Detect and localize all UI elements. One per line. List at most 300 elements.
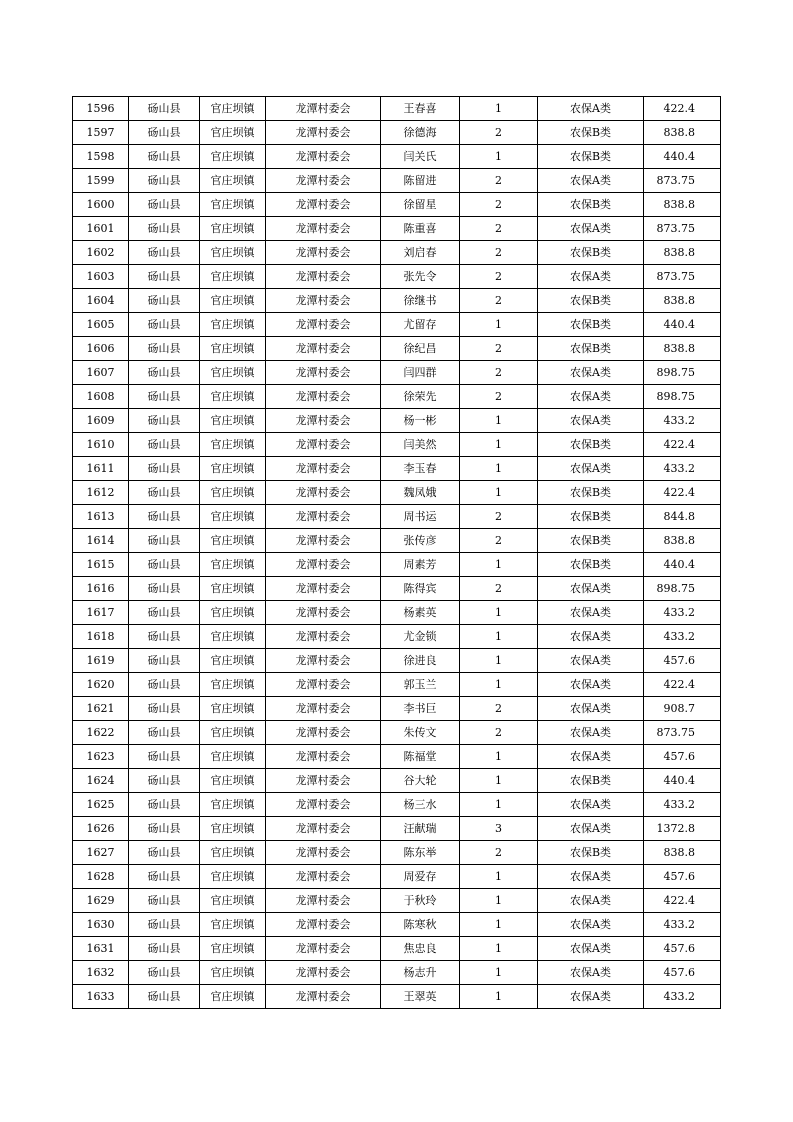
amount-cell: 440.4: [644, 769, 721, 793]
name-cell: 尤留存: [381, 313, 460, 337]
town-cell: 官庄坝镇: [200, 577, 266, 601]
amount-cell: 457.6: [644, 937, 721, 961]
table-row: [73, 337, 721, 361]
row-number: 1602: [73, 241, 129, 265]
insurance-type-cell: 农保B类: [538, 145, 644, 169]
county-cell: 砀山县: [129, 553, 200, 577]
household-count-cell: 1: [460, 985, 538, 1009]
county-cell: 砀山县: [129, 601, 200, 625]
table-row: [73, 601, 721, 625]
county-cell: 砀山县: [129, 889, 200, 913]
amount-cell: 422.4: [644, 889, 721, 913]
table-row: [73, 649, 721, 673]
name-cell: 闫美然: [381, 433, 460, 457]
name-cell: 张传彦: [381, 529, 460, 553]
name-cell: 谷大轮: [381, 769, 460, 793]
county-cell: 砀山县: [129, 529, 200, 553]
household-count-cell: 2: [460, 265, 538, 289]
insurance-type-cell: 农保B类: [538, 841, 644, 865]
village-cell: 龙潭村委会: [266, 625, 381, 649]
row-number: 1633: [73, 985, 129, 1009]
county-cell: 砀山县: [129, 817, 200, 841]
name-cell: 徐德海: [381, 121, 460, 145]
row-number: 1619: [73, 649, 129, 673]
county-cell: 砀山县: [129, 841, 200, 865]
table-row: [73, 505, 721, 529]
row-number: 1603: [73, 265, 129, 289]
county-cell: 砀山县: [129, 457, 200, 481]
row-number: 1624: [73, 769, 129, 793]
household-count-cell: 2: [460, 577, 538, 601]
household-count-cell: 1: [460, 553, 538, 577]
village-cell: 龙潭村委会: [266, 433, 381, 457]
table-row: [73, 769, 721, 793]
name-cell: 于秋玲: [381, 889, 460, 913]
name-cell: 尤金锁: [381, 625, 460, 649]
table-row: [73, 97, 721, 121]
amount-cell: 440.4: [644, 313, 721, 337]
insurance-type-cell: 农保B类: [538, 289, 644, 313]
amount-cell: 838.8: [644, 529, 721, 553]
row-number: 1621: [73, 697, 129, 721]
county-cell: 砀山县: [129, 217, 200, 241]
county-cell: 砀山县: [129, 673, 200, 697]
insurance-type-cell: 农保A类: [538, 649, 644, 673]
village-cell: 龙潭村委会: [266, 145, 381, 169]
table-row: [73, 817, 721, 841]
county-cell: 砀山县: [129, 697, 200, 721]
name-cell: 杨志升: [381, 961, 460, 985]
household-count-cell: 2: [460, 169, 538, 193]
row-number: 1627: [73, 841, 129, 865]
insurance-type-cell: 农保B类: [538, 769, 644, 793]
row-number: 1606: [73, 337, 129, 361]
table-row: [73, 433, 721, 457]
village-cell: 龙潭村委会: [266, 361, 381, 385]
row-number: 1610: [73, 433, 129, 457]
insurance-type-cell: 农保B类: [538, 313, 644, 337]
table-row: [73, 697, 721, 721]
row-number: 1613: [73, 505, 129, 529]
county-cell: 砀山县: [129, 337, 200, 361]
village-cell: 龙潭村委会: [266, 889, 381, 913]
town-cell: 官庄坝镇: [200, 769, 266, 793]
insurance-type-cell: 农保B类: [538, 337, 644, 361]
name-cell: 王翠英: [381, 985, 460, 1009]
household-count-cell: 2: [460, 241, 538, 265]
town-cell: 官庄坝镇: [200, 169, 266, 193]
town-cell: 官庄坝镇: [200, 553, 266, 577]
table-row: [73, 121, 721, 145]
village-cell: 龙潭村委会: [266, 481, 381, 505]
amount-cell: 838.8: [644, 241, 721, 265]
table-row: [73, 625, 721, 649]
town-cell: 官庄坝镇: [200, 217, 266, 241]
town-cell: 官庄坝镇: [200, 457, 266, 481]
insurance-type-cell: 农保B类: [538, 529, 644, 553]
town-cell: 官庄坝镇: [200, 913, 266, 937]
table-row: [73, 193, 721, 217]
county-cell: 砀山县: [129, 193, 200, 217]
village-cell: 龙潭村委会: [266, 217, 381, 241]
name-cell: 徐纪昌: [381, 337, 460, 361]
town-cell: 官庄坝镇: [200, 361, 266, 385]
town-cell: 官庄坝镇: [200, 193, 266, 217]
amount-cell: 433.2: [644, 985, 721, 1009]
amount-cell: 898.75: [644, 361, 721, 385]
village-cell: 龙潭村委会: [266, 241, 381, 265]
town-cell: 官庄坝镇: [200, 721, 266, 745]
row-number: 1607: [73, 361, 129, 385]
county-cell: 砀山县: [129, 313, 200, 337]
row-number: 1628: [73, 865, 129, 889]
name-cell: 陈留进: [381, 169, 460, 193]
village-cell: 龙潭村委会: [266, 577, 381, 601]
table-row: [73, 265, 721, 289]
village-cell: 龙潭村委会: [266, 313, 381, 337]
amount-cell: 1372.8: [644, 817, 721, 841]
household-count-cell: 1: [460, 649, 538, 673]
amount-cell: 838.8: [644, 121, 721, 145]
amount-cell: 422.4: [644, 481, 721, 505]
name-cell: 杨一彬: [381, 409, 460, 433]
insurance-type-cell: 农保A类: [538, 817, 644, 841]
village-cell: 龙潭村委会: [266, 721, 381, 745]
household-count-cell: 1: [460, 865, 538, 889]
village-cell: 龙潭村委会: [266, 385, 381, 409]
row-number: 1623: [73, 745, 129, 769]
county-cell: 砀山县: [129, 145, 200, 169]
table-row: [73, 529, 721, 553]
insurance-type-cell: 农保B类: [538, 481, 644, 505]
village-cell: 龙潭村委会: [266, 97, 381, 121]
table-row: [73, 793, 721, 817]
amount-cell: 457.6: [644, 649, 721, 673]
row-number: 1630: [73, 913, 129, 937]
insurance-type-cell: 农保A类: [538, 697, 644, 721]
village-cell: 龙潭村委会: [266, 121, 381, 145]
row-number: 1605: [73, 313, 129, 337]
roster-body: [73, 97, 721, 1009]
village-cell: 龙潭村委会: [266, 289, 381, 313]
household-count-cell: 1: [460, 145, 538, 169]
county-cell: 砀山县: [129, 769, 200, 793]
name-cell: 杨素英: [381, 601, 460, 625]
name-cell: 王春喜: [381, 97, 460, 121]
town-cell: 官庄坝镇: [200, 337, 266, 361]
row-number: 1600: [73, 193, 129, 217]
insurance-type-cell: 农保A类: [538, 601, 644, 625]
table-row: [73, 289, 721, 313]
amount-cell: 433.2: [644, 457, 721, 481]
county-cell: 砀山县: [129, 121, 200, 145]
household-count-cell: 1: [460, 961, 538, 985]
household-count-cell: 3: [460, 817, 538, 841]
name-cell: 徐继书: [381, 289, 460, 313]
town-cell: 官庄坝镇: [200, 697, 266, 721]
amount-cell: 457.6: [644, 961, 721, 985]
household-count-cell: 1: [460, 793, 538, 817]
table-row: [73, 241, 721, 265]
town-cell: 官庄坝镇: [200, 817, 266, 841]
village-cell: 龙潭村委会: [266, 865, 381, 889]
row-number: 1612: [73, 481, 129, 505]
row-number: 1620: [73, 673, 129, 697]
county-cell: 砀山县: [129, 265, 200, 289]
household-count-cell: 1: [460, 97, 538, 121]
insurance-type-cell: 农保A类: [538, 361, 644, 385]
village-cell: 龙潭村委会: [266, 265, 381, 289]
household-count-cell: 2: [460, 193, 538, 217]
insurance-type-cell: 农保A类: [538, 937, 644, 961]
town-cell: 官庄坝镇: [200, 481, 266, 505]
amount-cell: 873.75: [644, 169, 721, 193]
village-cell: 龙潭村委会: [266, 697, 381, 721]
insurance-type-cell: 农保B类: [538, 553, 644, 577]
row-number: 1615: [73, 553, 129, 577]
insurance-type-cell: 农保B类: [538, 505, 644, 529]
row-number: 1608: [73, 385, 129, 409]
table-row: [73, 553, 721, 577]
household-count-cell: 1: [460, 313, 538, 337]
insurance-type-cell: 农保A类: [538, 457, 644, 481]
county-cell: 砀山县: [129, 241, 200, 265]
household-count-cell: 1: [460, 937, 538, 961]
town-cell: 官庄坝镇: [200, 793, 266, 817]
village-cell: 龙潭村委会: [266, 985, 381, 1009]
table-row: [73, 481, 721, 505]
insurance-type-cell: 农保A类: [538, 625, 644, 649]
insurance-type-cell: 农保A类: [538, 745, 644, 769]
town-cell: 官庄坝镇: [200, 265, 266, 289]
household-count-cell: 1: [460, 745, 538, 769]
name-cell: 李玉春: [381, 457, 460, 481]
amount-cell: 422.4: [644, 433, 721, 457]
town-cell: 官庄坝镇: [200, 937, 266, 961]
name-cell: 闫关氏: [381, 145, 460, 169]
county-cell: 砀山县: [129, 721, 200, 745]
amount-cell: 838.8: [644, 193, 721, 217]
village-cell: 龙潭村委会: [266, 673, 381, 697]
insurance-type-cell: 农保A类: [538, 865, 644, 889]
name-cell: 焦忠良: [381, 937, 460, 961]
village-cell: 龙潭村委会: [266, 529, 381, 553]
insurance-type-cell: 农保A类: [538, 985, 644, 1009]
household-count-cell: 1: [460, 433, 538, 457]
town-cell: 官庄坝镇: [200, 745, 266, 769]
town-cell: 官庄坝镇: [200, 673, 266, 697]
row-number: 1629: [73, 889, 129, 913]
village-cell: 龙潭村委会: [266, 841, 381, 865]
table-row: [73, 721, 721, 745]
name-cell: 陈福堂: [381, 745, 460, 769]
name-cell: 周爱存: [381, 865, 460, 889]
amount-cell: 908.7: [644, 697, 721, 721]
household-count-cell: 1: [460, 889, 538, 913]
row-number: 1611: [73, 457, 129, 481]
town-cell: 官庄坝镇: [200, 625, 266, 649]
town-cell: 官庄坝镇: [200, 601, 266, 625]
name-cell: 徐荣先: [381, 385, 460, 409]
table-row: [73, 961, 721, 985]
name-cell: 刘启春: [381, 241, 460, 265]
town-cell: 官庄坝镇: [200, 889, 266, 913]
insurance-type-cell: 农保A类: [538, 913, 644, 937]
household-count-cell: 1: [460, 601, 538, 625]
amount-cell: 433.2: [644, 793, 721, 817]
village-cell: 龙潭村委会: [266, 793, 381, 817]
village-cell: 龙潭村委会: [266, 769, 381, 793]
insurance-type-cell: 农保A类: [538, 97, 644, 121]
row-number: 1625: [73, 793, 129, 817]
household-count-cell: 1: [460, 769, 538, 793]
table-row: [73, 313, 721, 337]
insurance-type-cell: 农保A类: [538, 793, 644, 817]
village-cell: 龙潭村委会: [266, 505, 381, 529]
village-cell: 龙潭村委会: [266, 817, 381, 841]
amount-cell: 422.4: [644, 673, 721, 697]
name-cell: 朱传文: [381, 721, 460, 745]
household-count-cell: 1: [460, 409, 538, 433]
county-cell: 砀山县: [129, 97, 200, 121]
insurance-type-cell: 农保A类: [538, 961, 644, 985]
amount-cell: 844.8: [644, 505, 721, 529]
town-cell: 官庄坝镇: [200, 649, 266, 673]
town-cell: 官庄坝镇: [200, 409, 266, 433]
town-cell: 官庄坝镇: [200, 313, 266, 337]
amount-cell: 422.4: [644, 97, 721, 121]
insurance-type-cell: 农保A类: [538, 721, 644, 745]
household-count-cell: 2: [460, 361, 538, 385]
household-count-cell: 1: [460, 673, 538, 697]
household-count-cell: 2: [460, 505, 538, 529]
amount-cell: 838.8: [644, 289, 721, 313]
household-count-cell: 2: [460, 385, 538, 409]
village-cell: 龙潭村委会: [266, 193, 381, 217]
name-cell: 陈得宾: [381, 577, 460, 601]
village-cell: 龙潭村委会: [266, 457, 381, 481]
table-row: [73, 457, 721, 481]
town-cell: 官庄坝镇: [200, 961, 266, 985]
household-count-cell: 1: [460, 625, 538, 649]
amount-cell: 838.8: [644, 337, 721, 361]
name-cell: 徐进良: [381, 649, 460, 673]
table-row: [73, 937, 721, 961]
name-cell: 魏凤娥: [381, 481, 460, 505]
table-row: [73, 745, 721, 769]
county-cell: 砀山县: [129, 985, 200, 1009]
table-row: [73, 361, 721, 385]
village-cell: 龙潭村委会: [266, 553, 381, 577]
household-count-cell: 2: [460, 529, 538, 553]
amount-cell: 898.75: [644, 385, 721, 409]
county-cell: 砀山县: [129, 169, 200, 193]
insurance-type-cell: 农保A类: [538, 409, 644, 433]
row-number: 1614: [73, 529, 129, 553]
table-row: [73, 985, 721, 1009]
household-count-cell: 1: [460, 481, 538, 505]
row-number: 1598: [73, 145, 129, 169]
row-number: 1599: [73, 169, 129, 193]
amount-cell: 440.4: [644, 145, 721, 169]
name-cell: 徐留星: [381, 193, 460, 217]
amount-cell: 873.75: [644, 265, 721, 289]
insurance-type-cell: 农保B类: [538, 121, 644, 145]
amount-cell: 433.2: [644, 625, 721, 649]
village-cell: 龙潭村委会: [266, 961, 381, 985]
town-cell: 官庄坝镇: [200, 385, 266, 409]
county-cell: 砀山县: [129, 865, 200, 889]
town-cell: 官庄坝镇: [200, 985, 266, 1009]
town-cell: 官庄坝镇: [200, 865, 266, 889]
name-cell: 陈东举: [381, 841, 460, 865]
name-cell: 郭玉兰: [381, 673, 460, 697]
amount-cell: 898.75: [644, 577, 721, 601]
insurance-type-cell: 农保B类: [538, 433, 644, 457]
village-cell: 龙潭村委会: [266, 169, 381, 193]
amount-cell: 433.2: [644, 601, 721, 625]
village-cell: 龙潭村委会: [266, 649, 381, 673]
county-cell: 砀山县: [129, 937, 200, 961]
amount-cell: 457.6: [644, 745, 721, 769]
insurance-type-cell: 农保B类: [538, 193, 644, 217]
row-number: 1597: [73, 121, 129, 145]
county-cell: 砀山县: [129, 913, 200, 937]
name-cell: 李书巨: [381, 697, 460, 721]
table-row: [73, 409, 721, 433]
insurance-type-cell: 农保A类: [538, 889, 644, 913]
town-cell: 官庄坝镇: [200, 97, 266, 121]
insurance-type-cell: 农保A类: [538, 673, 644, 697]
village-cell: 龙潭村委会: [266, 745, 381, 769]
table-row: [73, 145, 721, 169]
table-row: [73, 577, 721, 601]
county-cell: 砀山县: [129, 505, 200, 529]
name-cell: 杨三水: [381, 793, 460, 817]
row-number: 1617: [73, 601, 129, 625]
household-count-cell: 2: [460, 121, 538, 145]
row-number: 1616: [73, 577, 129, 601]
name-cell: 周书运: [381, 505, 460, 529]
name-cell: 陈重喜: [381, 217, 460, 241]
town-cell: 官庄坝镇: [200, 145, 266, 169]
household-count-cell: 2: [460, 721, 538, 745]
town-cell: 官庄坝镇: [200, 241, 266, 265]
row-number: 1604: [73, 289, 129, 313]
insurance-type-cell: 农保A类: [538, 265, 644, 289]
table-row: [73, 889, 721, 913]
insurance-type-cell: 农保A类: [538, 577, 644, 601]
name-cell: 周素芳: [381, 553, 460, 577]
row-number: 1618: [73, 625, 129, 649]
household-count-cell: 2: [460, 841, 538, 865]
village-cell: 龙潭村委会: [266, 409, 381, 433]
table-row: [73, 865, 721, 889]
county-cell: 砀山县: [129, 481, 200, 505]
table-row: [73, 913, 721, 937]
row-number: 1609: [73, 409, 129, 433]
name-cell: 陈寒秋: [381, 913, 460, 937]
amount-cell: 873.75: [644, 217, 721, 241]
county-cell: 砀山县: [129, 961, 200, 985]
amount-cell: 440.4: [644, 553, 721, 577]
town-cell: 官庄坝镇: [200, 529, 266, 553]
table-row: [73, 673, 721, 697]
town-cell: 官庄坝镇: [200, 121, 266, 145]
amount-cell: 838.8: [644, 841, 721, 865]
county-cell: 砀山县: [129, 361, 200, 385]
village-cell: 龙潭村委会: [266, 937, 381, 961]
